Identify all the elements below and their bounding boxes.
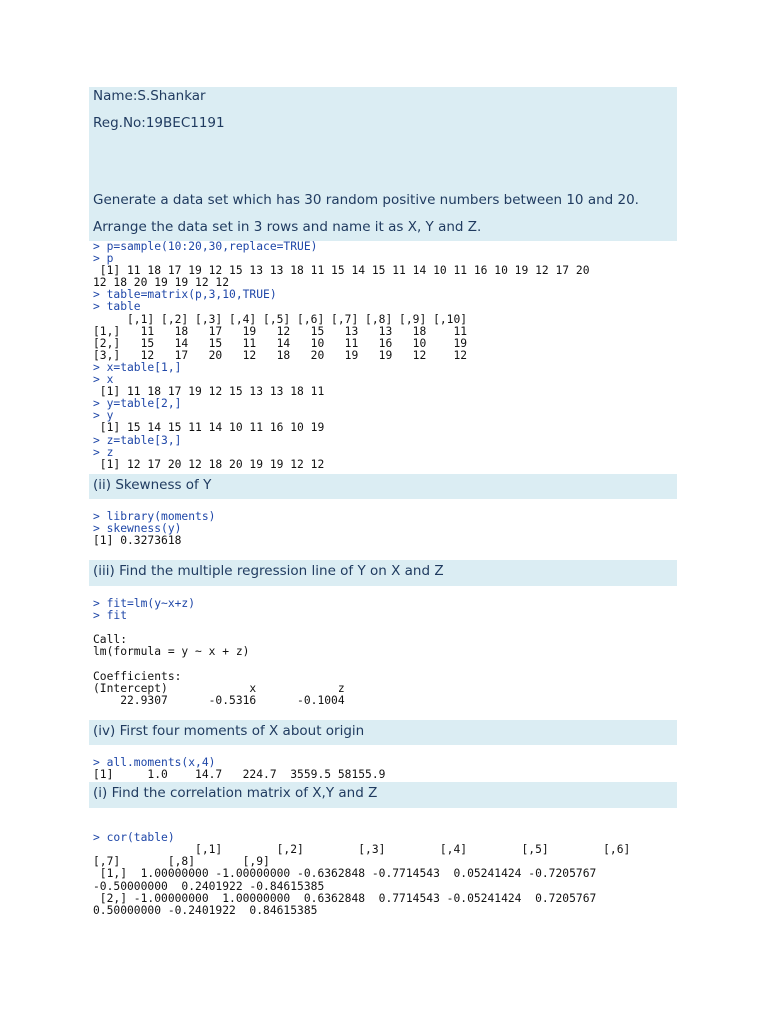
task-description-1: Generate a data set which has 30 random positive numbers between 10 and 20. (93, 192, 639, 208)
document-page (89, 87, 677, 917)
console-command-line: > skewness(y) (93, 522, 182, 536)
console-output-line: Call: (93, 633, 128, 647)
console-output-line: Coefficients: (93, 669, 182, 683)
console-output-line: [,7] [,8] [,9] (93, 855, 270, 869)
console-output-line: 12 18 20 19 19 12 12 (93, 276, 230, 290)
console-output-line: (Intercept) x z (93, 681, 359, 695)
console-command-line: > y (93, 409, 114, 423)
section-heading-correlation: (i) Find the correlation matrix of X,Y and Z (89, 782, 677, 808)
task-description-2: Arrange the data set in 3 rows and name it as X, Y and Z. (93, 219, 482, 235)
console-command-line: > z (93, 445, 114, 459)
console-command-line: > table=matrix(p,3,10,TRUE) (93, 288, 277, 302)
r-console-block-3 (89, 586, 358, 707)
console-output-line: [3,] 12 17 20 12 18 20 19 19 12 12 (93, 348, 468, 362)
console-command-line: > x=table[1,] (93, 360, 182, 374)
r-console-block-4 (89, 745, 385, 781)
console-output-line: [1] 11 18 17 19 12 15 13 13 18 11 15 14 15 11 14 10 11 16 10 19 12 17 20 (93, 264, 590, 278)
console-output-line: [1] 12 17 20 12 18 20 19 19 12 12 (93, 457, 325, 471)
console-command-line: > p=sample(10:20,30,replace=TRUE) (93, 240, 318, 253)
console-output-line: [,1] [,2] [,3] [,4] [,5] [,6] (93, 843, 631, 857)
console-command-line: > table (93, 300, 141, 314)
console-output-line: [2,] 15 14 15 11 14 10 11 16 10 19 (93, 336, 468, 350)
console-command-line: > fit (93, 609, 128, 623)
console-command-line: > y=table[2,] (93, 397, 182, 411)
header-band (89, 87, 677, 241)
console-command-line: > fit=lm(y~x+z) (93, 597, 196, 611)
blank-line (93, 808, 630, 820)
console-output-line: [2,] -1.00000000 1.00000000 0.6362848 0.7714543 -0.05241424 0.7205767 (93, 891, 597, 905)
console-output-line: lm(formula = y ~ x + z) (93, 645, 250, 659)
console-command-line: > library(moments) (93, 510, 216, 524)
console-command-line: > z=table[3,] (93, 433, 182, 447)
section-heading-skewness: (ii) Skewness of Y (89, 474, 677, 499)
console-output-line: 22.9307 -0.5316 -0.1004 (93, 693, 359, 707)
console-output-line: [,1] [,2] [,3] [,4] [,5] [,6] [,7] [,8] [,9] [,10] (93, 312, 468, 326)
student-name: Name:S.Shankar (93, 88, 206, 104)
r-console-block-5 (89, 808, 630, 917)
console-command-line: > all.moments(x,4) (93, 756, 216, 770)
console-output-line: [1] 1.0 14.7 224.7 3559.5 58155.9 (93, 768, 386, 782)
console-command-line: > p (93, 252, 114, 266)
console-output-line: [1] 15 14 15 11 14 10 11 16 10 19 (93, 421, 325, 435)
console-output-line: [1,] 11 18 17 19 12 15 13 13 18 11 (93, 324, 468, 338)
r-console-block-2 (89, 499, 215, 547)
r-console-block-1 (89, 241, 590, 471)
console-output-line: -0.50000000 0.2401922 -0.84615385 (93, 879, 325, 893)
section-heading-moments: (iv) First four moments of X about origin (89, 720, 677, 745)
console-output-line: [1] 0.3273618 (93, 534, 182, 548)
blank-line (93, 659, 358, 671)
section-heading-regression: (iii) Find the multiple regression line of Y on X and Z (89, 560, 677, 586)
console-command-line: > x (93, 373, 114, 387)
console-output-line: [1,] 1.00000000 -1.00000000 -0.6362848 -0.7714543 0.05241424 -0.7205767 (93, 867, 597, 881)
console-output-line: [1] 11 18 17 19 12 15 13 13 18 11 (93, 385, 325, 399)
blank-line (93, 622, 358, 634)
console-output-line: 0.50000000 -0.2401922 0.84615385 (93, 903, 318, 917)
console-command-line: > cor(table) (93, 831, 175, 845)
registration-number: Reg.No:19BEC1191 (93, 115, 225, 131)
